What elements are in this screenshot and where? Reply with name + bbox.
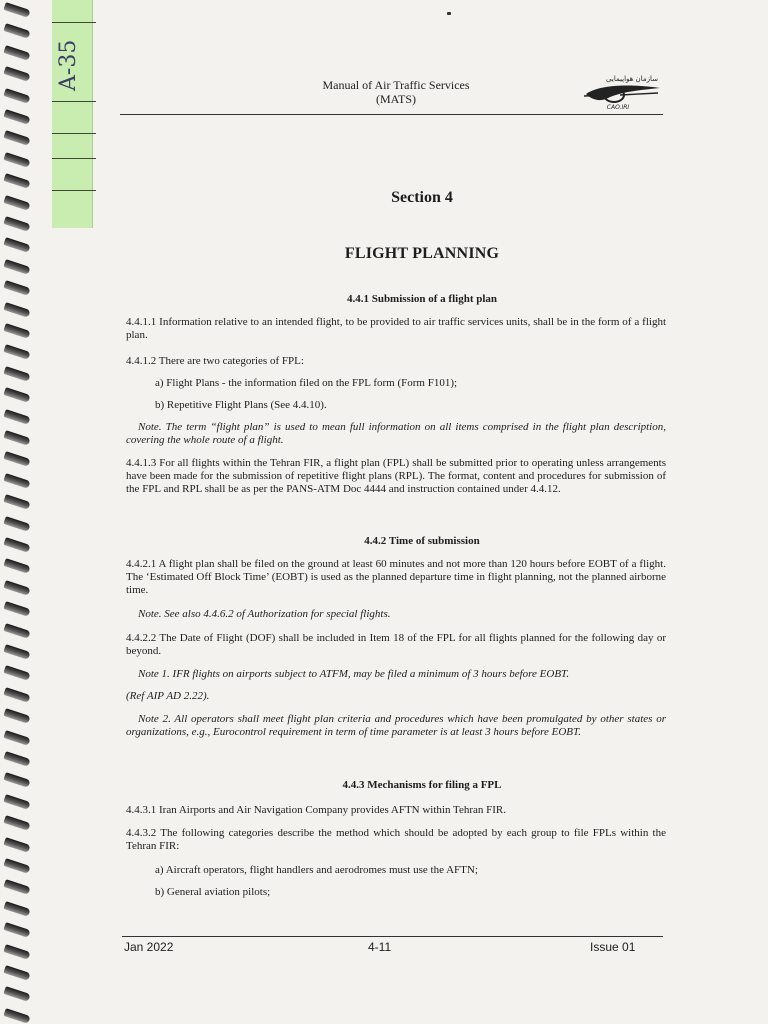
binding-ring [3,131,30,147]
binding-ring [3,1008,30,1024]
binding-ring [3,965,30,981]
binding-ring [3,987,30,1003]
paragraph-4-4-1-2: 4.4.1.2 There are two categories of FPL: [126,355,304,367]
binding-ring [3,195,30,211]
heading-4-4-2: 4.4.2 Time of submission [364,535,480,547]
cao-logo [580,72,664,112]
reference-aip: (Ref AIP AD 2.22). [126,690,210,702]
binding-ring [3,687,30,703]
note-flight-plan: Note. The term “flight plan” is used to mean full information on all items comprised in the flight plan description, covering the whole route of a flight. [126,421,666,446]
binding-ring [3,494,30,510]
binding-ring [3,259,30,275]
binding-ring [3,516,30,532]
note-2-operators: Note 2. All operators shall meet flight plan criteria and procedures which have been promulgated by other states or organizations, e.g., Eurocontrol requirement in term of time parameter is at least 3 hours before EOBT. [126,713,666,738]
logo-text: CAO.IRI [606,104,630,111]
list-item-a: a) Flight Plans - the information filed on the FPL form (Form F101); [155,377,458,389]
binding-ring [3,430,30,446]
binding-ring [3,730,30,746]
manual-title [296,78,496,106]
paragraph-4-4-3-1: 4.4.3.1 Iran Airports and Air Navigation Company provides AFTN within Tehran FIR. [126,804,507,816]
heading-4-4-3: 4.4.3 Mechanisms for filing a FPL [342,779,502,791]
binding-ring [3,238,30,254]
binding-ring [3,66,30,82]
binding-ring [3,473,30,489]
binding-ring [3,601,30,617]
binding-ring [3,837,30,853]
binding-ring [3,88,30,104]
paragraph-4-4-1-3: 4.4.1.3 For all flights within the Tehran FIR, a flight plan (FPL) shall be submitted prior to operating unless arrangements have been made for the submission of repetitive flight plans (RPL). The format, content and procedures for submission of the FPL and RPL shall be as per the PANS-ATM Doc 4444 and instruction contained under 4.4.12. [126,457,666,495]
manual-title-line1: Manual of Air Traffic Services [322,78,470,92]
binding-ring [3,944,30,960]
binding-ring [3,173,30,189]
binding-ring [3,109,30,125]
section-number: Section 4 [391,189,453,206]
binding-ring [3,387,30,403]
binding-ring [3,773,30,789]
binding-ring [3,152,30,168]
manual-title-line2: (MATS) [375,92,416,106]
paragraph-4-4-3-2: 4.4.3.2 The following categories describe the method which should be adopted by each group to file FPLs within the Tehran FIR: [126,827,666,852]
paragraph-4-4-2-2: 4.4.2.2 The Date of Flight (DOF) shall be included in Item 18 of the FPL for all flights planned for the following day or beyond. [126,632,666,657]
section-title: FLIGHT PLANNING [344,245,500,262]
footer-issue: Issue 01 [590,940,636,954]
footer-date: Jan 2022 [124,940,174,954]
list-item-general-aviation: b) General aviation pilots; [155,886,271,898]
binding-ring [3,323,30,339]
binding-ring [3,409,30,425]
binding-ring [3,302,30,318]
logo-script-text: سازمان هواپیمایی [606,75,658,83]
binding-ring [3,537,30,553]
binding-ring [3,708,30,724]
binding-ring [3,880,30,896]
note-authorization: Note. See also 4.4.6.2 of Authorization for special flights. [138,608,391,620]
list-item-b: b) Repetitive Flight Plans (See 4.4.10). [155,399,327,411]
footer-page-number: 4-11 [368,940,392,954]
spiral-binding [0,0,36,1024]
binding-ring [3,24,30,40]
heading-4-4-1: 4.4.1 Submission of a flight plan [346,293,498,305]
binding-ring [3,580,30,596]
binding-ring [3,751,30,767]
binding-ring [3,623,30,639]
binding-ring [3,644,30,660]
binding-ring [3,858,30,874]
sticky-note-tab [52,0,93,228]
binding-ring [3,216,30,232]
footer-rule [122,936,663,937]
binding-ring [3,815,30,831]
binding-ring [3,345,30,361]
handwritten-note: A-35 [56,39,81,91]
binding-ring [3,559,30,575]
list-item-aftn: a) Aircraft operators, flight handlers and aerodromes must use the AFTN; [155,864,478,876]
binding-ring [3,922,30,938]
header-rule [120,114,663,115]
binding-ring [3,280,30,296]
binding-ring [3,2,30,18]
binding-ring [3,45,30,61]
binding-ring [3,901,30,917]
note-1-ifr: Note 1. IFR flights on airports subject to ATFM, may be filed a minimum of 3 hours before EOBT. [138,668,570,680]
paragraph-4-4-2-1: 4.4.2.1 A flight plan shall be filed on the ground at least 60 minutes and not more than 120 hours before EOBT of a flight. The ‘Estimated Off Block Time’ (EOBT) is used as the planned departure time in flight planning, not the planned airborne time. [126,558,666,596]
binding-ring [3,366,30,382]
speck [447,12,451,15]
paragraph-4-4-1-1: 4.4.1.1 Information relative to an intended flight, to be provided to air traffic services units, shall be in the form of a flight plan. [126,316,666,341]
binding-ring [3,794,30,810]
binding-ring [3,452,30,468]
binding-ring [3,666,30,682]
